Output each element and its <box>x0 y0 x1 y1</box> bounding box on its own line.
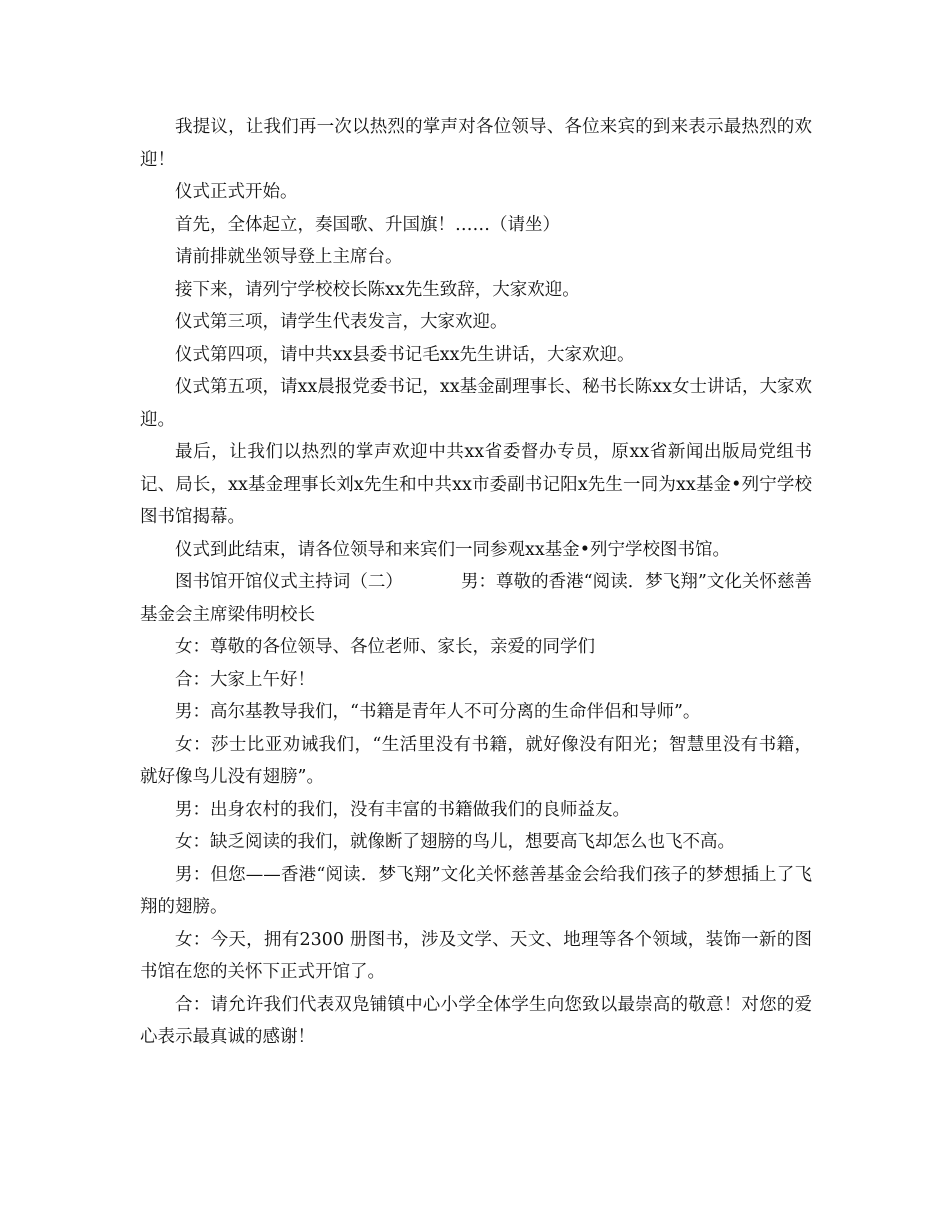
dialogue-line-1: 女：尊敬的各位领导、各位老师、家长，亲爱的同学们 <box>175 637 595 657</box>
paragraph-4: 请前排就坐领导登上主席台。 <box>175 247 403 267</box>
document-page <box>140 111 812 1054</box>
paragraph-3: 首先，全体起立，奏国歌、升国旗！……（请坐） <box>175 214 560 235</box>
paragraph-7: 仪式第四项，请中共xx县委书记毛xx先生讲话，大家欢迎。 <box>175 344 635 365</box>
paragraph-6: 仪式第三项，请学生代表发言，大家欢迎。 <box>175 312 508 332</box>
dialogue-line-3: 男：高尔基教导我们，“书籍是青年人不可分离的生命伴侣和导师”。 <box>175 702 701 722</box>
dialogue-line-6: 女：缺乏阅读的我们，就像断了翅膀的鸟儿，想要高飞却怎么也飞不高。 <box>175 832 735 852</box>
paragraph-2: 仪式正式开始。 <box>175 182 298 202</box>
section-heading-paragraph <box>140 566 812 631</box>
dialogue-line-5: 男：出身农村的我们，没有丰富的书籍做我们的良师益友。 <box>175 799 630 820</box>
paragraph-5: 接下来，请列宁学校校长陈xx先生致辞，大家欢迎。 <box>175 279 580 300</box>
dialogue-line-9: 合：请允许我们代表双凫铺镇中心小学全体学生向您致以最崇高的敬意！对您的爱心表示最真诚的感谢！ <box>140 994 812 1047</box>
dialogue-line-4: 女：莎士比亚劝诫我们，“生活里没有书籍，就好像没有阳光；智慧里没有书籍，就好像鸟儿没有翅膀”。 <box>140 734 812 787</box>
dialogue-line-7: 男：但您——香港“阅读．梦飞翔”文化关怀慈善基金会给我们孩子的梦想插上了飞翔的翅膀。 <box>140 864 812 917</box>
paragraph-9: 最后，让我们以热烈的掌声欢迎中共xx省委督办专员，原xx省新闻出版局党组书记、局长，xx基金理事长刘x先生和中共xx市委副书记阳x先生一同为xx基金•列宁学校图书馆揭幕。 <box>140 442 812 527</box>
paragraph-10: 仪式到此结束，请各位领导和来宾们一同参观xx基金•列宁学校图书馆。 <box>175 539 731 560</box>
dialogue-line-8: 女：今天，拥有2300 册图书，涉及文学、天文、地理等各个领域，装饰一新的图书馆在您的关怀下正式开馆了。 <box>140 929 812 982</box>
section-first-line: 男：尊敬的香港“阅读．梦飞翔”文化关怀慈善基金会主席梁伟明校长 <box>140 572 812 625</box>
paragraph-1: 我提议，让我们再一次以热烈的掌声对各位领导、各位来宾的到来表示最热烈的欢迎！ <box>140 117 812 170</box>
paragraph-8: 仪式第五项，请xx晨报党委书记，xx基金副理事长、秘书长陈xx女士讲话，大家欢迎。 <box>140 377 812 430</box>
section-title: 图书馆开馆仪式主持词（二） <box>175 572 403 592</box>
dialogue-line-2: 合：大家上午好！ <box>175 669 315 690</box>
